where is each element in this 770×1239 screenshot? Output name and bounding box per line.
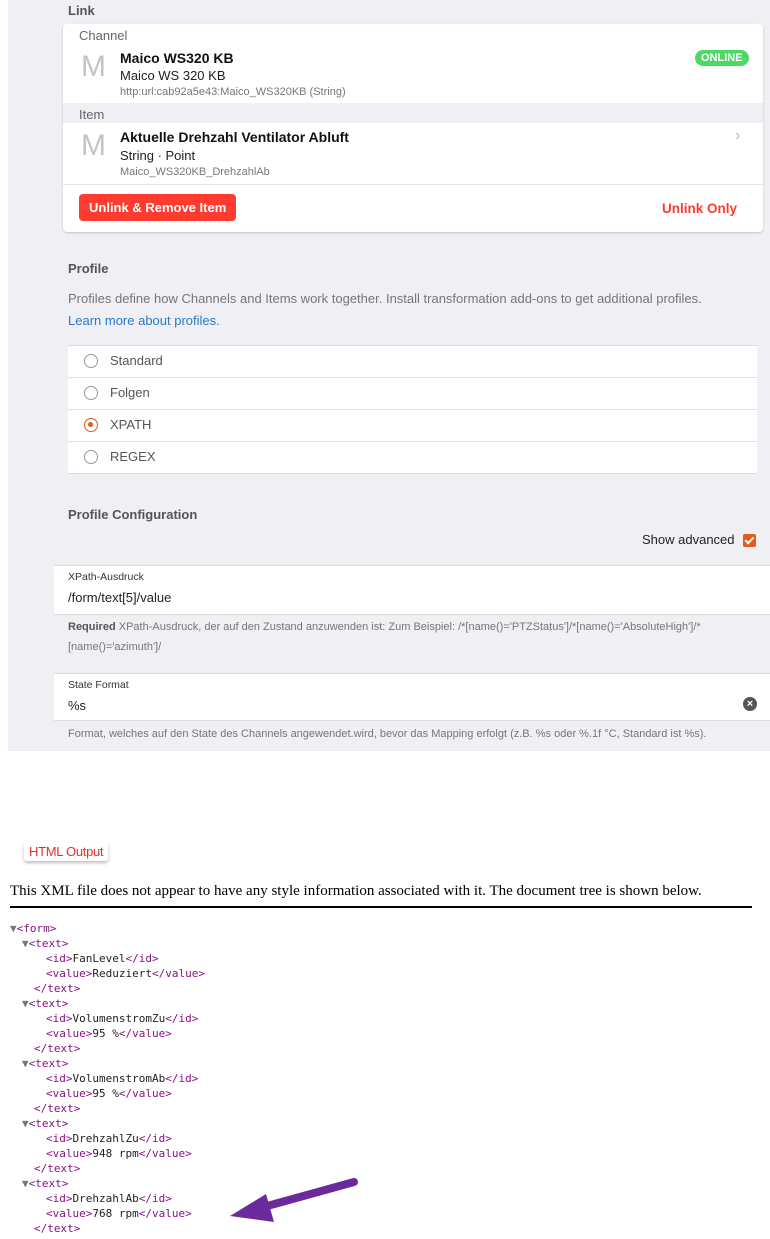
xml-id-line: <id>DrehzahlZu</id> bbox=[46, 1132, 172, 1145]
xml-text-open: ▼<text> bbox=[22, 937, 69, 950]
item-subtitle: String · Point bbox=[120, 148, 196, 163]
xpath-hint-text-2: [name()='azimuth']/ bbox=[68, 641, 162, 653]
xml-text-open: ▼<text> bbox=[22, 1117, 69, 1130]
show-advanced-label: Show advanced bbox=[642, 532, 735, 547]
xml-text-close: </text> bbox=[34, 982, 81, 995]
item-title: Aktuelle Drehzahl Ventilator Abluft bbox=[120, 129, 349, 145]
xml-text-open: ▼<text> bbox=[22, 997, 69, 1010]
channel-subtitle: Maico WS 320 KB bbox=[120, 68, 226, 83]
xml-value-line: <value>95 %</value> bbox=[46, 1087, 172, 1100]
item-name: Maico_WS320KB_DrehzahlAb bbox=[120, 166, 270, 178]
xml-value-line: <value>768 rpm</value> bbox=[46, 1207, 192, 1220]
profile-option-xpath[interactable] bbox=[68, 410, 757, 442]
link-section-title: Link bbox=[68, 3, 95, 18]
state-format-field[interactable] bbox=[54, 673, 770, 721]
xml-id-line: <id>VolumenstromAb</id> bbox=[46, 1072, 199, 1085]
xml-text-close: </text> bbox=[34, 1222, 81, 1235]
show-advanced-checkbox[interactable] bbox=[743, 534, 756, 547]
item-subhead: Item bbox=[79, 107, 105, 122]
profile-option-standard[interactable] bbox=[68, 346, 757, 378]
xml-form-open: ▼<form> bbox=[10, 922, 57, 935]
profile-description: Profiles define how Channels and Items work together. Install transformation add-ons to get additional profiles. bbox=[68, 291, 702, 306]
learn-more-link[interactable]: Learn more about profiles. bbox=[68, 313, 220, 328]
chevron-right-icon: › bbox=[735, 127, 741, 144]
required-label: Required bbox=[68, 621, 116, 633]
channel-title: Maico WS320 KB bbox=[120, 50, 234, 66]
xpath-input[interactable]: /form/text[5]/value bbox=[68, 590, 172, 605]
xml-text-open: ▼<text> bbox=[22, 1177, 69, 1190]
xml-id-line: <id>DrehzahlAb</id> bbox=[46, 1192, 172, 1205]
state-format-label: State Format bbox=[68, 679, 129, 691]
xml-value-line: <value>948 rpm</value> bbox=[46, 1147, 192, 1160]
profile-option-folgen[interactable] bbox=[68, 378, 757, 410]
arrow-annotation bbox=[220, 1170, 370, 1230]
xpath-field[interactable] bbox=[54, 565, 770, 615]
radio-button[interactable] bbox=[84, 354, 98, 368]
unlink-only-button[interactable]: Unlink Only bbox=[662, 201, 738, 216]
clear-icon[interactable]: × bbox=[743, 697, 757, 711]
item-avatar: M bbox=[81, 129, 106, 162]
html-output-stamp: HTML Output bbox=[24, 842, 108, 861]
profile-config-title: Profile Configuration bbox=[68, 507, 198, 522]
xml-text-close: </text> bbox=[34, 1162, 81, 1175]
status-badge: ONLINE bbox=[695, 50, 749, 66]
xml-id-line: <id>FanLevel</id> bbox=[46, 952, 159, 965]
profile-radio-list bbox=[68, 345, 757, 474]
arrow-head bbox=[230, 1194, 274, 1222]
link-card bbox=[63, 24, 763, 232]
xml-value-line: <value>Reduziert</value> bbox=[46, 967, 205, 980]
state-format-input[interactable]: %s bbox=[68, 698, 87, 713]
xml-text-close: </text> bbox=[34, 1042, 81, 1055]
profile-section-title: Profile bbox=[68, 261, 109, 276]
xml-notice: This XML file does not appear to have any style information associated with it. The document tree is shown below. bbox=[10, 883, 752, 908]
xml-id-line: <id>VolumenstromZu</id> bbox=[46, 1012, 199, 1025]
xpath-hint-text: XPath-Ausdruck, der auf den Zustand anzuwenden ist: Zum Beispiel: /*[name()='PTZStatus']/*[name()='AbsoluteHigh']/* bbox=[115, 621, 701, 633]
radio-button-checked[interactable] bbox=[84, 418, 98, 432]
profile-option-label: XPATH bbox=[110, 417, 152, 432]
divider bbox=[63, 184, 763, 185]
channel-uid: http:url:cab92a5e43:Maico_WS320KB (String) bbox=[120, 86, 346, 98]
arrow-shaft bbox=[260, 1182, 354, 1208]
xml-value-line: <value>95 %</value> bbox=[46, 1027, 172, 1040]
xml-text-close: </text> bbox=[34, 1102, 81, 1115]
channel-avatar: M bbox=[81, 50, 106, 83]
state-format-hint: Format, welches auf den State des Channels angewendet.wird, bevor das Mapping erfolgt (z.B. %s oder %.1f °C, Standard ist %s). bbox=[68, 728, 707, 740]
radio-button[interactable] bbox=[84, 450, 98, 464]
xml-text-open: ▼<text> bbox=[22, 1057, 69, 1070]
item-subhead-band bbox=[63, 103, 763, 123]
profile-option-label: REGEX bbox=[110, 449, 156, 464]
channel-subhead: Channel bbox=[79, 28, 128, 43]
xpath-field-label: XPath-Ausdruck bbox=[68, 571, 144, 583]
profile-option-label: Standard bbox=[110, 353, 163, 368]
item-row[interactable] bbox=[63, 123, 763, 183]
unlink-remove-button[interactable]: Unlink & Remove Item bbox=[79, 194, 236, 221]
profile-option-label: Folgen bbox=[110, 385, 150, 400]
radio-button[interactable] bbox=[84, 386, 98, 400]
profile-option-regex[interactable] bbox=[68, 442, 757, 473]
xpath-hint bbox=[68, 617, 758, 657]
